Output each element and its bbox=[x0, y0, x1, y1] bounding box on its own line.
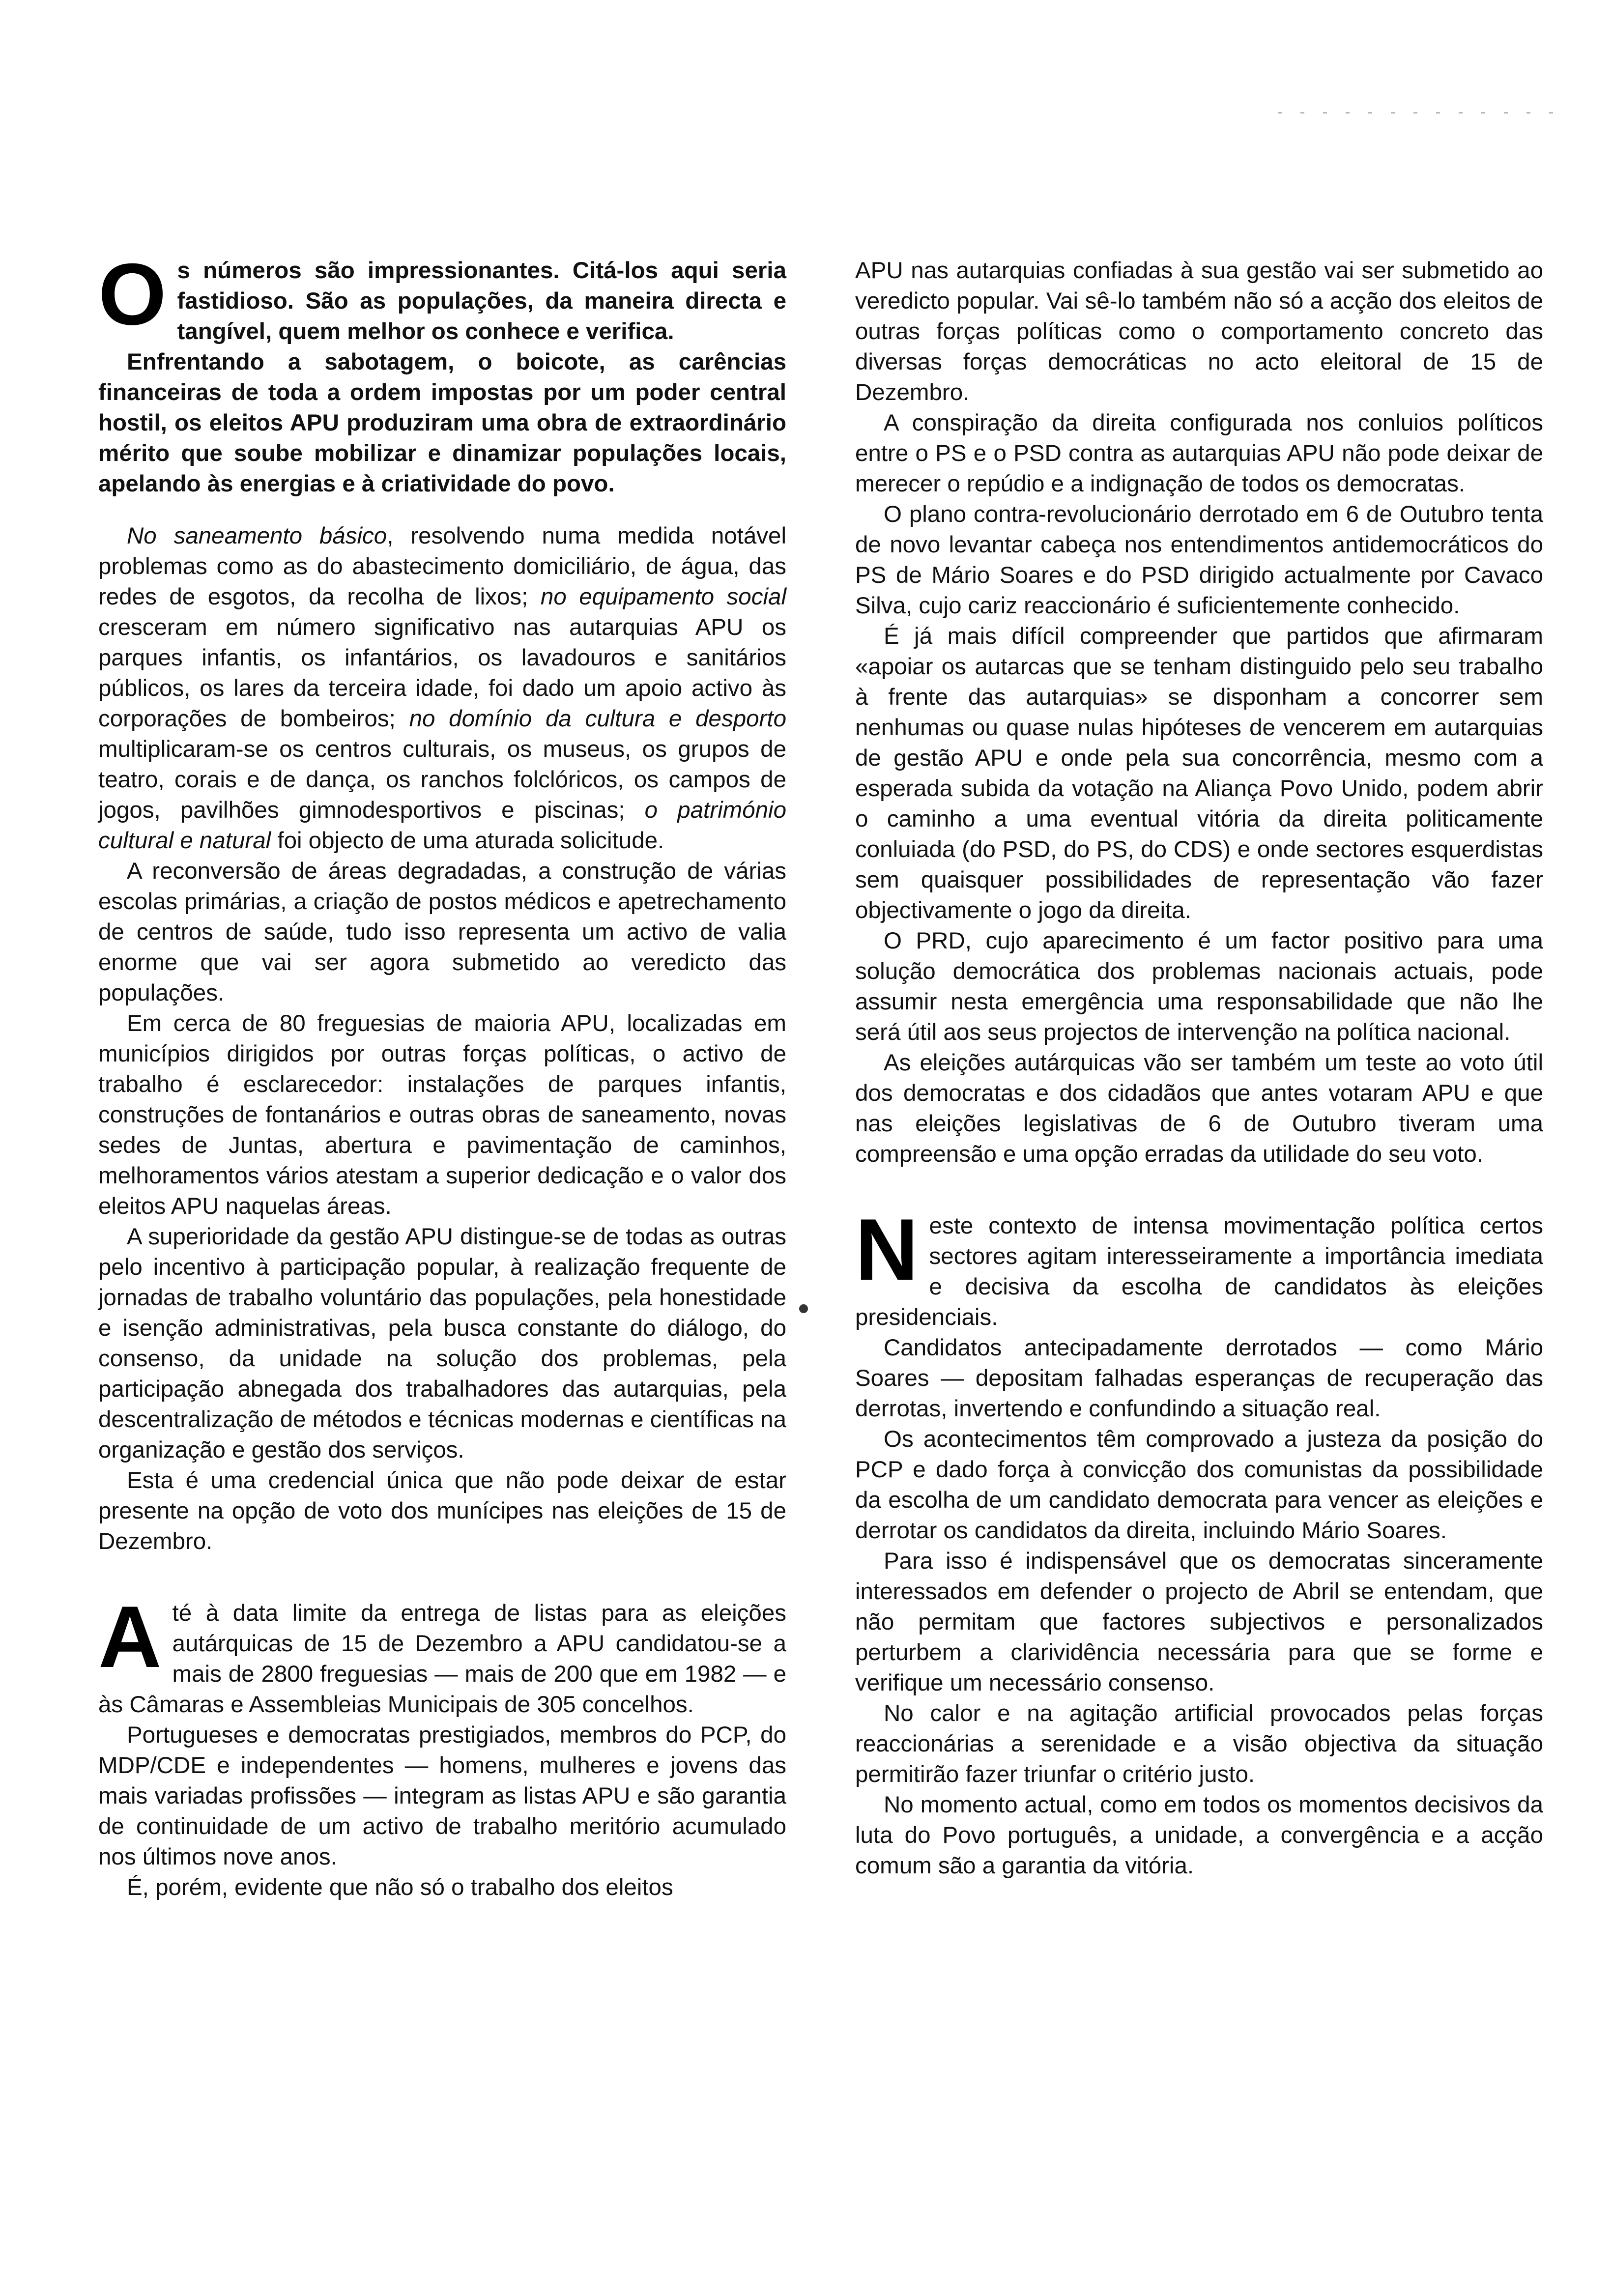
italic-saneamento: No saneamento básico bbox=[127, 523, 387, 549]
achievements-paragraph-1 bbox=[98, 521, 786, 856]
presidential-paragraph-1: este contexto de intensa movimentação política certos sectores agitam interesseiramente a importância imediata e decisiva da escolha de candidatos às eleições presidenciais. bbox=[855, 1213, 1543, 1330]
candidacies-paragraph-1: té à data limite da entrega de listas para as eleições autárquicas de 15 de Dezembro a APU candidatou-se a mais de 2800 freguesias — mais de 200 que em 1982 — e às Câmaras e Assembleias Municipais de 305 concelhos. bbox=[98, 1600, 786, 1718]
verdict-paragraph-6: As eleições autárquicas vão ser também um teste ao voto útil dos democratas e dos cidadãos que antes votaram APU e que nas eleições legislativas de 6 de Outubro tiveram uma compreensão e uma opção erradas da utilidade do seu voto. bbox=[855, 1050, 1543, 1167]
intro-paragraph-2: Enfrentando a sabotagem, o boicote, as carências financeiras de toda a ordem impostas por um poder central hostil, os eleitos APU produziram uma obra de extraordinário mérito que soube mobilizar e dinamizar populações locais, apelando às energias e à criatividade do povo. bbox=[98, 349, 786, 497]
dropcap-a: A bbox=[98, 1588, 162, 1686]
italic-equipamento: no equipamento social bbox=[540, 584, 787, 610]
candidacies-paragraph-3: É, porém, evidente que não só o trabalho dos eleitos bbox=[127, 1874, 673, 1900]
text-run: multiplicaram-se os centros culturais, os museus, os grupos de teatro, corais e de dança, os ranchos folclóricos, os campos de jogos, pavilhões gimnodesportivos e piscinas; bbox=[98, 736, 786, 823]
achievements-paragraph-5: Esta é uma credencial única que não pode deixar de estar presente na opção de voto dos munícipes nas eleições de 15 de Dezembro. bbox=[98, 1467, 786, 1554]
italic-patrimonio: o património cultural e natural bbox=[98, 797, 786, 854]
section-spacer bbox=[98, 1557, 786, 1598]
candidacies-paragraph-2: Portugueses e democratas prestigiados, membros do PCP, do MDP/CDE e independentes — homens, mulheres e jovens das mais variadas profissões — integram as listas APU e são garantia de continuidade de um activo de trabalho meritório acumulado nos últimos nove anos. bbox=[98, 1722, 786, 1870]
achievements-paragraph-4: A superioridade da gestão APU distingue-se de todas as outras pelo incentivo à participação popular, à realização frequente de jornadas de trabalho voluntário das populações, pela honestidade e isenção administrativas, pela busca constante do diálogo, do consenso, da unidade na solução dos problemas, pela participação abnegada dos trabalhadores das autarquias, pela descentralização de métodos e técnicas modernas e científicas na organização e gestão dos serviços. bbox=[98, 1224, 786, 1463]
verdict-paragraph-2: A conspiração da direita configurada nos conluios políticos entre o PS e o PSD contra as autarquias APU não pode deixar de merecer o repúdio e a indignação de todos os democratas. bbox=[855, 410, 1543, 497]
text-run: cresceram em número significativo nas autarquias APU os parques infantis, os infantários, os lavadouros e sanitários públicos, os lares da terceira idade, foi dado um apoio activo às corporações de bombeiros; bbox=[98, 614, 786, 732]
achievements-paragraph-2: A reconversão de áreas degradadas, a construção de várias escolas primárias, a criação de postos médicos e apetrechamento de centros de saúde, tudo isso representa um activo de valia enorme que vai ser agora submetido ao veredicto das populações. bbox=[98, 858, 786, 1006]
presidential-paragraph-2: Candidatos antecipadamente derrotados — como Mário Soares — depositam falhadas esperanças de recuperação das derrotas, invertendo e confundindo a situação real. bbox=[855, 1335, 1543, 1422]
candidacies-section bbox=[98, 1588, 786, 1903]
intro-paragraph-1: s números são impressionantes. Citá-los aqui seria fastidioso. São as populações, da maneira directa e tangível, quem melhor os conhece e verifica. bbox=[177, 258, 786, 344]
verdict-paragraph-3: O plano contra-revolucionário derrotado em 6 de Outubro tenta de novo levantar cabeça nos entendimentos antidemocráticos do PS de Mário Soares e do PSD dirigido actualmente por Cavaco Silva, cujo cariz reaccionário é suficientemente conhecido. bbox=[855, 501, 1543, 619]
section-spacer bbox=[855, 1170, 1543, 1211]
right-column bbox=[855, 256, 1543, 1881]
italic-cultura: no domínio da cultura e desporto bbox=[409, 706, 786, 732]
presidential-paragraph-5: No calor e na agitação artificial provocados pelas forças reaccionárias a serenidade e a visão objectiva da situação permitirão fazer triunfar o critério justo. bbox=[855, 1700, 1543, 1787]
verdict-paragraph-1: APU nas autarquias confiadas à sua gestão vai ser submetido ao veredicto popular. Vai sê-lo também não só a acção dos eleitos de outras forças políticas como o comportamento concreto das diversas forças democráticas no acto eleitoral de 15 de Dezembro. bbox=[855, 258, 1543, 405]
verdict-paragraph-5: O PRD, cujo aparecimento é um factor positivo para uma solução democrática dos problemas nacionais actuais, pode assumir nesta emergência uma responsabilidade que não lhe será útil aos seus projectos de intervenção na política nacional. bbox=[855, 928, 1543, 1045]
dropcap-n: N bbox=[855, 1201, 919, 1298]
dropcap-o: O bbox=[98, 245, 167, 343]
achievements-paragraph-3: Em cerca de 80 freguesias de maioria APU, localizadas em municípios dirigidos por outras forças políticas, o activo de trabalho é esclarecedor: instalações de parques infantis, construções de fontanários e outras obras de saneamento, novas sedes de Juntas, abertura e pavimentação de caminhos, melhoramentos vários atestam a superior dedicação e o valor dos eleitos APU naquelas áreas. bbox=[98, 1010, 786, 1219]
verdict-paragraph-4: É já mais difícil compreender que partidos que afirmaram «apoiar os autarcas que se tenham distinguido pelo seu trabalho à frente das autarquias» se disponham a concorrer sem nenhumas ou quase nulas hipóteses de vencerem em autarquias de gestão APU e onde pela sua concorrência, mesmo com a esperada subida da votação na Aliança Povo Unido, podem abrir o caminho a uma eventual vitória da direita politicamente conluiada (do PSD, do PS, do CDS) e onde sectores esquerdistas sem quaisquer possibilidades de representação vão fazer objectivamente o jogo da direita. bbox=[855, 623, 1543, 923]
presidential-paragraph-4: Para isso é indispensável que os democratas sinceramente interessados em defender o projecto de Abril se entendam, que não permitam que factores subjectivos e personalizados perturbem a clarividência necessária para que se forme e verifique um necessário consenso. bbox=[855, 1548, 1543, 1696]
text-run: , resolvendo numa medida notável problemas como as do abastecimento domiciliário, de água, das redes de esgotos, da recolha de lixos; bbox=[98, 523, 787, 610]
presidential-section bbox=[855, 1201, 1543, 1881]
text-run: foi objecto de uma aturada solicitude. bbox=[271, 828, 664, 854]
presidential-paragraph-6: No momento actual, como em todos os momentos decisivos da luta do Povo português, a unidade, a convergência e a acção comum são a garantia da vitória. bbox=[855, 1792, 1543, 1879]
intro-section bbox=[98, 245, 786, 499]
scan-speck bbox=[799, 1304, 808, 1313]
left-column bbox=[98, 245, 787, 1903]
presidential-paragraph-3: Os acontecimentos têm comprovado a justeza da posição do PCP e dado força à convicção dos comunistas da possibilidade da escolha de um candidato democrata para vencer as eleições e derrotar os candidatos da direita, incluindo Mário Soares. bbox=[855, 1426, 1543, 1544]
scan-artifact-line bbox=[1278, 112, 1553, 114]
